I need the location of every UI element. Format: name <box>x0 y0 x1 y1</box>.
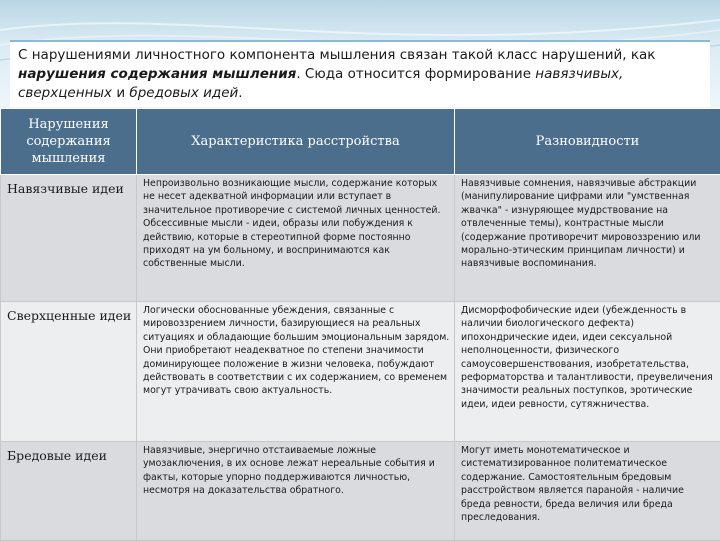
thinking-disorders-table <box>0 108 720 541</box>
row-description: Логически обоснованные убеждения, связанные с мировоззрением личности, базирующиеся на реальных ситуациях и обладающие большим эмоциональным зарядом. Они приобретают неадекватное по степени значимости доминирующее положение в жизни человека, побуждают действовать в соответствии с их содержанием, со временем могут утрачивать свою актуальность. <box>137 302 455 442</box>
table-row <box>1 442 720 541</box>
intro-paragraph <box>10 40 710 107</box>
table-header-row <box>1 109 720 175</box>
row-varieties: Навязчивые сомнения, навязчивые абстракции (манипулирование цифрами или "умственная жвачка" - изнуряющее мудрствование на отвлеченные темы), контрастные мысли (содержание противоречит мировоззрению или морально-этическим принципам личности) и навязчивые воспоминания. <box>455 175 720 302</box>
row-name: Бредовые идеи <box>1 442 137 541</box>
row-name: Сверхценные идеи <box>1 302 137 442</box>
table-row <box>1 175 720 302</box>
intro-text-3: и <box>112 85 129 101</box>
row-varieties: Дисморфофобические идеи (убежденность в наличии биологического дефекта) ипохондрические идеи, идеи сексуальной неполноценности, физического самоусовершенствования, изобретательства, реформаторства и талантливости, преувеличения значимости реальных поступков, эротические идеи, идеи ревности, сутяжничества. <box>455 302 720 442</box>
intro-text-2: . Сюда относится формирование <box>296 66 535 82</box>
row-description: Непроизвольно возникающие мысли, содержание которых не несет адекватной информации или вступает в значительное противоречие с системой личных ценностей. Обсессивные мысли - идеи, образы или побуждения к действию, которые в стереотипной форме постоянно приходят на ум больному, и воспринимаются как собственные мысли. <box>137 175 455 302</box>
header-varieties: Разновидности <box>455 109 720 175</box>
intro-italic-1: навязчивых, сверхценных <box>18 66 623 101</box>
header-characteristic: Характеристика расстройства <box>137 109 455 175</box>
intro-text-4: . <box>238 85 242 101</box>
header-disorder: Нарушения содержания мышления <box>1 109 137 175</box>
intro-bold-term: нарушения содержания мышления <box>18 66 296 82</box>
row-varieties: Могут иметь монотематическое и систематизированное политематическое содержание. Самостоятельным бредовым расстройством является паранойя - наличие бреда ревности, бреда величия или бреда преследования. <box>455 442 720 541</box>
intro-italic-2: бредовых идей <box>129 85 238 101</box>
table-row <box>1 302 720 442</box>
intro-text-1: С нарушениями личностного компонента мышления связан такой класс нарушений, как <box>18 47 655 63</box>
row-name: Навязчивые идеи <box>1 175 137 302</box>
row-description: Навязчивые, энергично отстаиваемые ложные умозаключения, в их основе лежат нереальные события и факты, которые упорно поддерживаются личностью, несмотря на доказательства обратного. <box>137 442 455 541</box>
